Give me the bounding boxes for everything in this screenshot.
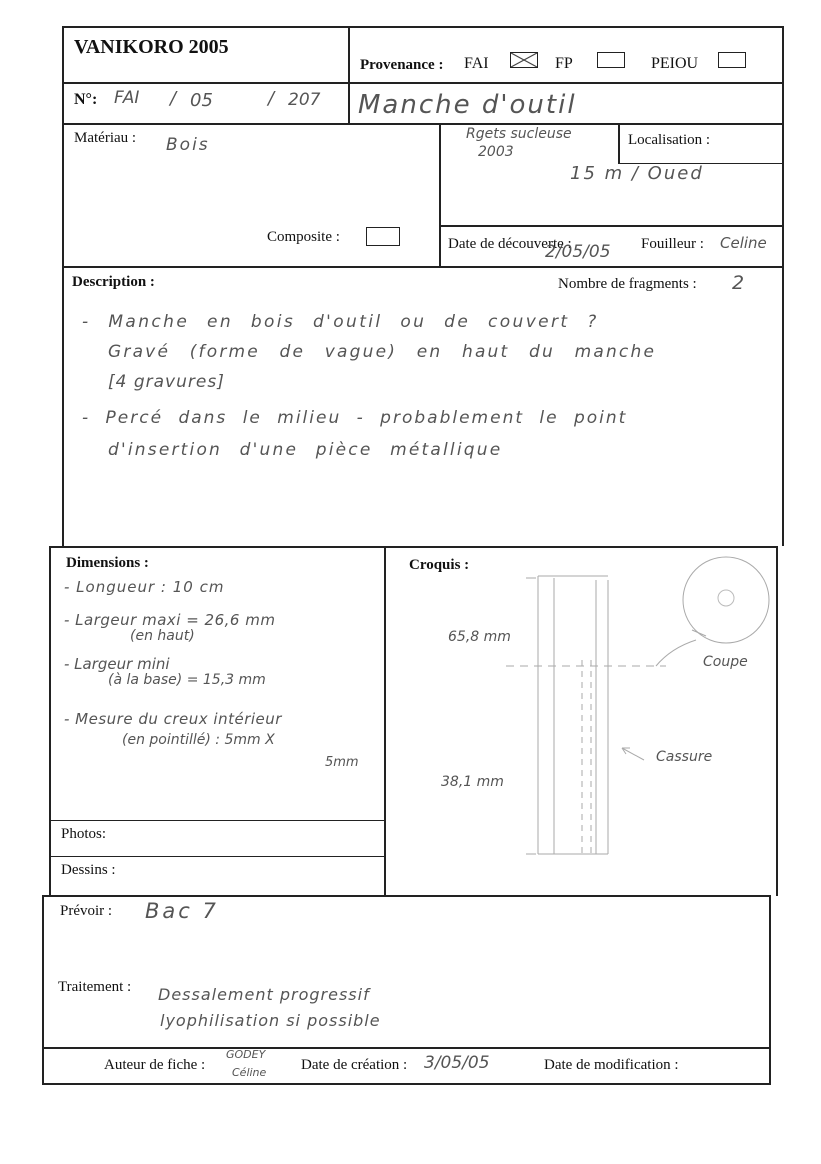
created-value: 3/05/05 <box>424 1053 490 1073</box>
separator-2: / <box>268 88 275 109</box>
description-line-1: - Manche en bois d'outil ou de couvert ? <box>82 312 599 332</box>
sketch-annotation-cut: Coupe <box>703 654 748 670</box>
description-line-4: - Percé dans le milieu - probablement le point <box>82 408 628 428</box>
modified-label: Date de modification : <box>544 1057 679 1073</box>
dimension-line-3: (en haut) <box>130 628 195 644</box>
fragments-label: Nombre de fragments : <box>558 276 697 292</box>
dimension-line-5: (à la base) = 15,3 mm <box>108 672 266 688</box>
fragments-value: 2 <box>732 272 745 294</box>
composite-label: Composite : <box>267 229 340 245</box>
created-label: Date de création : <box>301 1057 408 1073</box>
description-line-2: Gravé (forme de vague) en haut du manche <box>108 342 657 362</box>
year-code: 05 <box>190 90 213 111</box>
area-note-2: 2003 <box>478 144 514 160</box>
material-label: Matériau : <box>74 130 137 146</box>
dimensions-label: Dimensions : <box>66 555 149 571</box>
area-note-1: Rgets sucleuse <box>466 126 572 142</box>
dimension-line-6: - Mesure du creux intérieur <box>64 710 282 728</box>
photos-label: Photos: <box>61 826 107 842</box>
provenance-checkbox-fai[interactable] <box>510 52 538 68</box>
digger-value: Celine <box>720 234 767 252</box>
description-line-5: d'insertion d'une pièce métallique <box>108 440 503 460</box>
author-label: Auteur de fiche : <box>104 1057 206 1073</box>
sketch-label: Croquis : <box>409 557 470 573</box>
sketch-measure-top: 65,8 mm <box>448 629 511 645</box>
site-code: FAI <box>114 88 140 108</box>
form-title: VANIKORO 2005 <box>74 36 229 58</box>
provenance-option-fp: FP <box>555 55 573 72</box>
composite-checkbox[interactable] <box>366 227 400 246</box>
plan-label: Prévoir : <box>60 903 113 919</box>
provenance-option-fai: FAI <box>464 55 489 72</box>
location-value: 15 m / Oued <box>570 163 704 184</box>
plan-value: Bac 7 <box>145 899 219 923</box>
treatment-line-1: Dessalement progressif <box>158 985 370 1004</box>
number-label: N°: <box>74 91 98 108</box>
material-value: Bois <box>166 135 210 155</box>
treatment-label: Traitement : <box>58 979 132 995</box>
treatment-line-2: lyophilisation si possible <box>160 1011 381 1030</box>
provenance-label: Provenance : <box>360 57 444 73</box>
dimension-line-1: - Longueur : 10 cm <box>64 578 225 596</box>
sketch-measure-bottom: 38,1 mm <box>441 774 504 790</box>
item-number: 207 <box>288 90 321 110</box>
provenance-checkbox-peiou[interactable] <box>718 52 746 68</box>
object-name: Manche d'outil <box>358 90 577 120</box>
description-line-3: [4 gravures] <box>108 372 225 392</box>
dimension-line-8: 5mm <box>325 755 359 770</box>
author-value-1: GODEY <box>226 1048 266 1061</box>
author-value-2: Céline <box>232 1066 267 1079</box>
check-mark-icon <box>511 53 537 67</box>
dimension-line-2: - Largeur maxi = 26,6 mm <box>64 611 276 629</box>
dimension-line-7: (en pointillé) : 5mm X <box>122 732 275 748</box>
discovery-date-label: Date de découverte : <box>448 236 572 252</box>
digger-label: Fouilleur : <box>641 236 704 252</box>
discovery-date-value: 2/05/05 <box>545 242 611 262</box>
separator-1: / <box>170 88 177 109</box>
sketch-drawing <box>386 548 774 894</box>
description-label: Description : <box>72 274 155 290</box>
provenance-checkbox-fp[interactable] <box>597 52 625 68</box>
dimension-line-4: - Largeur mini <box>64 655 170 673</box>
drawings-label: Dessins : <box>61 862 116 878</box>
location-label: Localisation : <box>628 132 711 148</box>
sketch-annotation-break: Cassure <box>656 749 713 765</box>
provenance-option-peiou: PEIOU <box>651 55 699 72</box>
